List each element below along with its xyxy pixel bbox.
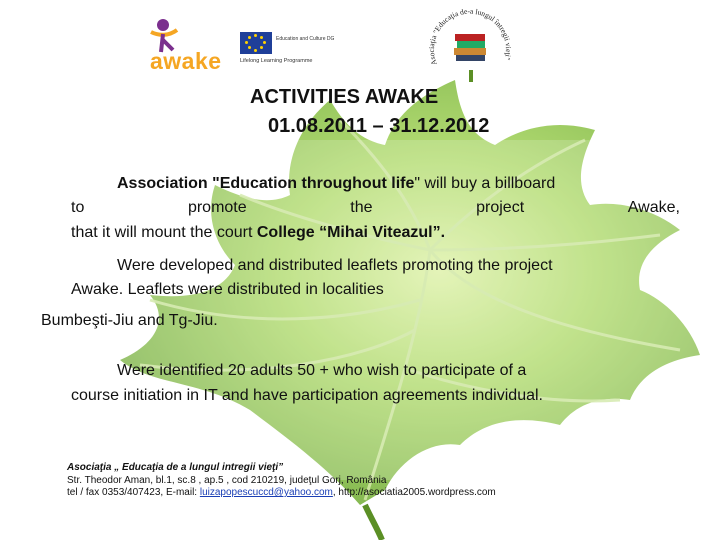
p1-line3-text: that it will mount the court (71, 224, 257, 241)
awake-logo (140, 18, 235, 80)
eu-logo-program: Education and Culture DG (276, 36, 335, 42)
svg-text:Asociaţia "Educaţia de-a lungu: Asociaţia "Educaţia de-a lungul întregii vieţi" (426, 6, 514, 67)
eu-flag-icon (240, 32, 272, 54)
paragraph-3-line-1: Were identified 20 adults 50 + who wish to participate of a (117, 362, 527, 379)
footer-phone: tel / fax 0353/407423, E-mail: (67, 487, 200, 498)
footer-website: , http://asociatia2005.wordpress.com (332, 487, 496, 498)
p1-text-b: Education throughout life (219, 175, 415, 192)
eu-logo-subtitle: Lifelong Learning Programme (240, 58, 313, 64)
date-range: 01.08.2011 – 31.12.2012 (268, 115, 490, 137)
paragraph-3-line-2: course initiation in IT and have participation agreements individual. (71, 387, 543, 404)
p1-word: to (71, 199, 85, 216)
paragraph-2-line-2: Awake. Leaflets were distributed in localities (71, 281, 384, 298)
association-seal (425, 2, 515, 82)
page-title: ACTIVITIES AWAKE (250, 86, 439, 108)
p1-word: project (476, 199, 525, 216)
p1-word: Awake, (627, 199, 680, 216)
footer-org-name: Asociaţia „ Educaţia de a lungul intregii vieţi” (67, 462, 284, 473)
email-link[interactable]: luizapopescuccd@yahoo.com (199, 487, 333, 498)
paragraph-1-line-2 (71, 196, 680, 220)
p1-word: promote (187, 199, 247, 216)
footer-address: Str. Theodor Aman, bl.1, sc.8 , ap.5 , cod 210219, judeţul Gorj, România (67, 475, 387, 486)
eu-logo (240, 30, 360, 78)
paragraph-1-line-3 (71, 221, 445, 245)
college-name: College “Mihai Viteazul”. (256, 224, 446, 241)
paragraph-1-line-1 (117, 172, 555, 196)
seal-books-icon (425, 2, 515, 82)
paragraph-2-line-3: Bumbeşti-Jiu and Tg-Jiu. (41, 312, 218, 329)
footer-contact (67, 487, 496, 499)
awake-logo-word: awake (150, 48, 222, 74)
p1-text-c: " will buy a billboard (414, 175, 556, 192)
p1-text-a: Association " (117, 175, 220, 192)
paragraph-2-line-1: Were developed and distributed leaflets promoting the project (117, 257, 553, 274)
p1-word: the (350, 199, 373, 216)
